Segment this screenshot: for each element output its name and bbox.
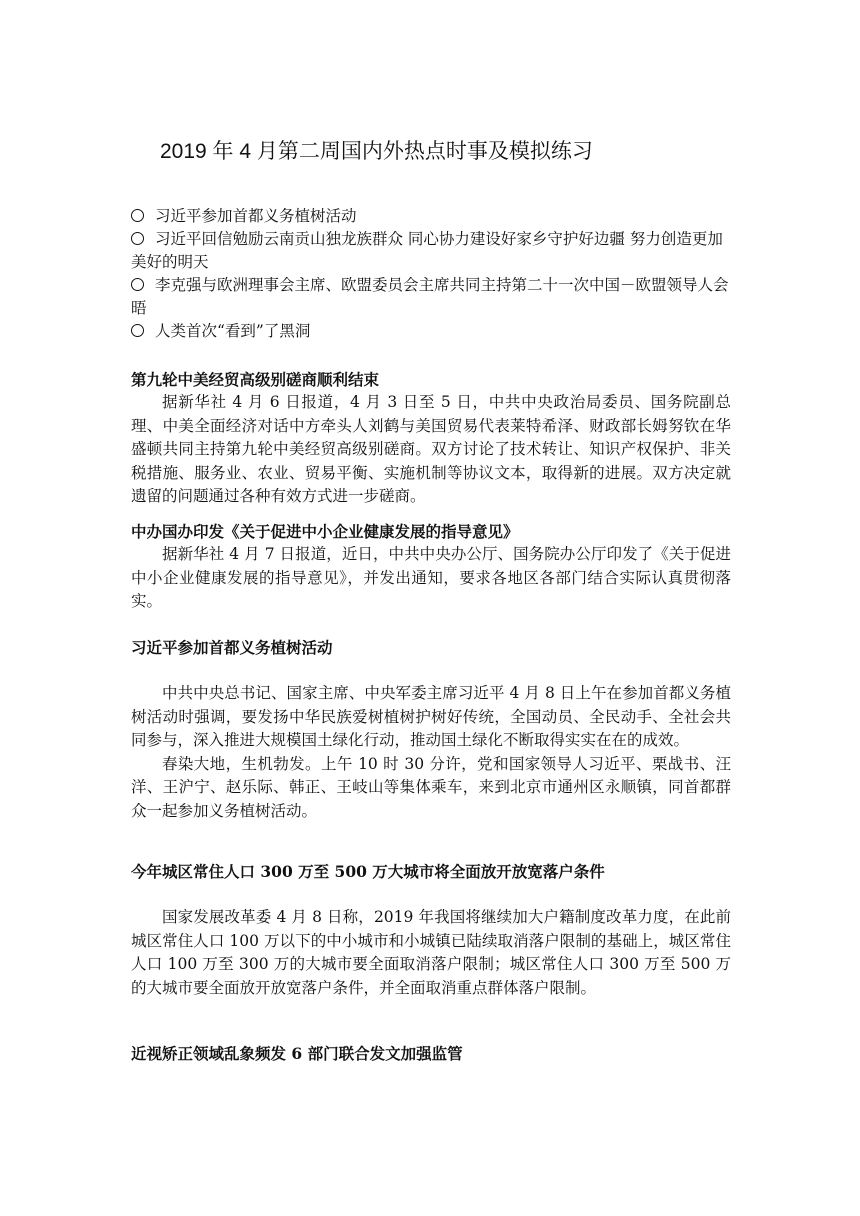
document-title: 2019 年 4 月第二周国内外热点时事及模拟练习 [160,140,593,163]
circle-bullet-icon [131,232,144,245]
news-section-sme-guidance [131,520,731,614]
circle-bullet-icon [131,324,144,337]
news-section-tree-planting [131,636,731,823]
circle-bullet-icon [131,209,144,222]
news-section-trade-talks [131,368,731,509]
outline-item-text: 习近平参加首都义务植树活动 [155,207,357,225]
section-paragraph: 据新华社 4 月 7 日报道，近日，中共中央办公厅、国务院办公厅印发了《关于促进中小企业健康发展的指导意见》，并发出通知，要求各地区各部门结合实际认真贯彻落实。 [131,545,731,610]
section-paragraph: 春染大地，生机勃发。上午 10 时 30 分许，党和国家领导人习近平、栗战书、汪洋、王沪宁、赵乐际、韩正、王岐山等集体乘车，来到北京市通州区永顺镇，同首都群众一起参加义务植树活动。 [131,754,731,820]
section-paragraph: 中共中央总书记、国家主席、中央军委主席习近平 4 月 8 日上午在参加首都义务植树活动时强调，要发扬中华民族爱树植树护树好传统，全国动员、全民动手、全社会共同参与，深入推进大规模国土绿化行动，推动国土绿化不断取得实实在在的成效。 [131,684,731,749]
outline-item-text: 李克强与欧洲理事会主席、欧盟委员会主席共同主持第二十一次中国－欧盟领导人会晤 [131,276,729,317]
circle-bullet-icon [131,278,144,291]
outline-item-text: 人类首次“看到”了黑洞 [155,322,311,340]
section-paragraph: 国家发展改革委 4 月 8 日称，2019 年我国将继续加大户籍制度改革力度，在此前城区常住人口 100 万以下的中小城市和小城镇已陆续取消落户限制的基础上，城区常住人口 100 万至 300 万的大城市要全面取消落户限制；城区常住人口 300 万至 500 万的大城市要全面放开放宽落户条件，并全面取消重点群体落户限制。 [131,908,731,997]
section-title: 习近平参加首都义务植树活动 [131,638,333,657]
headline-outline [131,205,731,343]
section-title: 今年城区常住人口 300 万至 500 万大城市将全面放开放宽落户条件 [131,862,605,881]
outline-item [131,320,731,343]
section-title: 近视矫正领域乱象频发 6 部门联合发文加强监管 [131,1044,463,1063]
section-paragraph: 据新华社 4 月 6 日报道，4 月 3 日至 5 日，中共中央政治局委员、国务院副总理、中美全面经济对话中方牵头人刘鹤与美国贸易代表莱特希泽、财政部长姆努钦在华盛顿共同主持第九轮中美经贸高级别磋商。双方讨论了技术转让、知识产权保护、非关税措施、服务业、农业、贸易平衡、实施机制等协议文本，取得新的进展。双方决定就遗留的问题通过各种有效方式进一步磋商。 [131,393,731,505]
section-title: 中办国办印发《关于促进中小企业健康发展的指导意见》 [131,522,519,541]
outline-item [131,205,731,228]
outline-item [131,274,731,320]
news-section-hukou-reform [131,860,731,1000]
section-title: 第九轮中美经贸高级别磋商顺利结束 [131,370,380,389]
news-section-myopia-regulation [131,1042,731,1065]
outline-item [131,228,731,274]
outline-item-text: 习近平回信勉励云南贡山独龙族群众 同心协力建设好家乡守护好边疆 努力创造更加美好的明天 [131,230,723,271]
